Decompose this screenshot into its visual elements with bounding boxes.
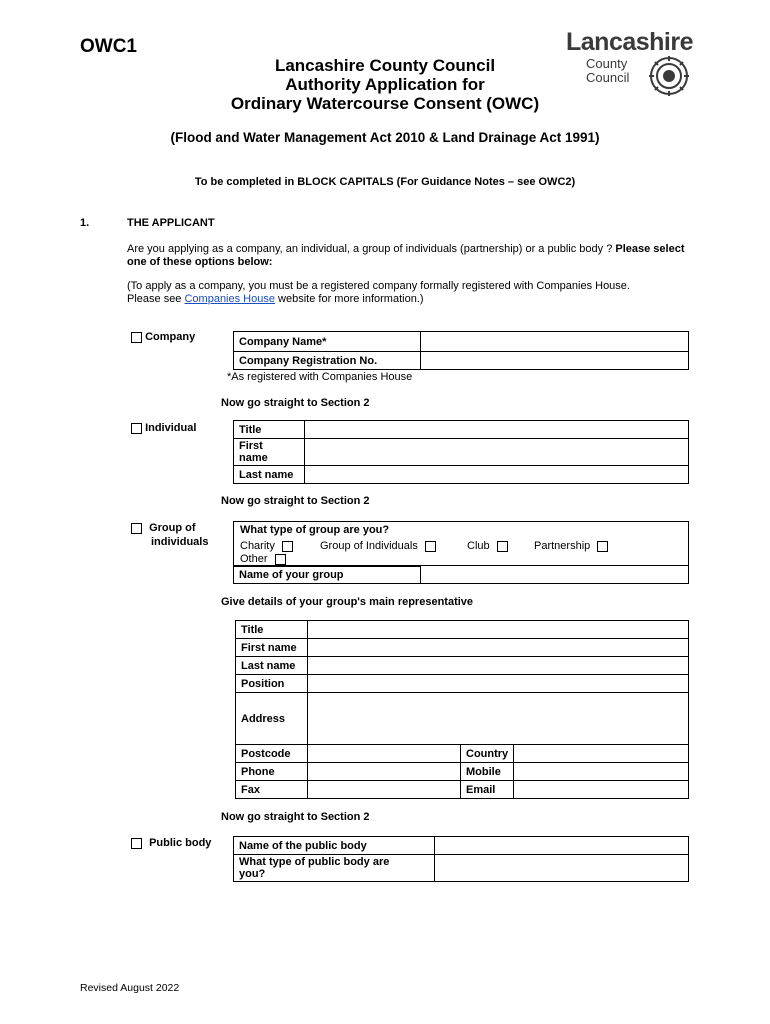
rep-country-label: Country (461, 745, 514, 763)
question-instruction: Please select one of these options below: (127, 243, 685, 268)
company-info (127, 280, 692, 306)
group-rep-heading: Give details of your group's main representative (221, 596, 474, 608)
rep-address-label: Address (236, 693, 308, 745)
group-checkbox[interactable] (131, 523, 142, 534)
rep-country-input[interactable] (514, 745, 689, 763)
group-goto: Now go straight to Section 2 (221, 811, 370, 823)
company-name-input[interactable] (421, 332, 689, 352)
public-body-type-label-2: you? (239, 868, 266, 880)
section-heading: THE APPLICANT (127, 217, 215, 229)
individual-first-label-1: First (239, 440, 263, 452)
group-type-question: What type of group are you? (240, 524, 390, 536)
group-type-individuals-label: Group of Individuals (320, 540, 418, 552)
individual-last-label: Last name (234, 466, 305, 484)
group-name-input[interactable] (421, 566, 689, 584)
company-info-line2 (127, 293, 692, 306)
individual-title-label: Title (234, 421, 305, 439)
company-info-suffix: website for more information.) (274, 293, 424, 305)
subtitle: (Flood and Water Management Act 2010 & Land Drainage Act 1991) (170, 130, 600, 145)
public-body-type-label-1: What type of public body are (239, 856, 390, 868)
charity-checkbox[interactable] (282, 541, 293, 552)
public-body-name-input[interactable] (435, 837, 689, 855)
red-rose-emblem-icon (648, 55, 690, 97)
question-text: Are you applying as a company, an individual, a group of individuals (partnership) or a public body ? (127, 243, 613, 255)
public-body-checkbox[interactable] (131, 838, 142, 849)
rep-email-input[interactable] (514, 781, 689, 799)
rep-position-label: Position (236, 675, 308, 693)
company-reg-input[interactable] (421, 352, 689, 370)
group-type-charity-label: Charity (240, 540, 275, 552)
rep-fax-input[interactable] (308, 781, 461, 799)
group-type-other-label: Other (240, 553, 268, 565)
group-name-table (233, 565, 689, 584)
group-type-partnership-label: Partnership (534, 540, 591, 552)
rep-phone-label: Phone (236, 763, 308, 781)
applicant-question (127, 243, 692, 269)
logo-line1: County (586, 56, 628, 71)
public-body-name-label: Name of the public body (234, 837, 435, 855)
club-checkbox[interactable] (497, 541, 508, 552)
rep-fax-label: Fax (236, 781, 308, 799)
section-number: 1. (80, 217, 90, 229)
individual-table (233, 420, 689, 484)
company-option-label: Company (145, 331, 196, 343)
rep-mobile-input[interactable] (514, 763, 689, 781)
group-type-individuals (320, 540, 436, 552)
company-info-line1: (To apply as a company, you must be a registered company formally registered with Companies House. (127, 280, 630, 292)
group-type-club-label: Club (467, 540, 490, 552)
individual-checkbox[interactable] (131, 423, 142, 434)
rep-address-input[interactable] (308, 693, 689, 745)
individual-option (131, 422, 196, 434)
individual-first-label (234, 439, 305, 466)
rep-position-input[interactable] (308, 675, 689, 693)
footer-revision: Revised August 2022 (80, 982, 180, 994)
company-table (233, 331, 689, 370)
individual-title-input[interactable] (305, 421, 689, 439)
company-checkbox[interactable] (131, 332, 142, 343)
rep-title-input[interactable] (308, 621, 689, 639)
company-option (131, 331, 195, 343)
individual-option-label: Individual (145, 422, 197, 434)
rep-last-label: Last name (236, 657, 308, 675)
logo-wordmark: Lancashire (566, 28, 694, 56)
logo-line2: Council (586, 70, 630, 85)
group-option-label-2: individuals (151, 536, 209, 548)
companies-house-link[interactable]: Companies House (184, 293, 275, 305)
company-footnote: *As registered with Companies House (227, 371, 413, 383)
individual-last-input[interactable] (305, 466, 689, 484)
individual-first-input[interactable] (305, 439, 689, 466)
page-title (150, 56, 620, 113)
public-body-type-input[interactable] (435, 855, 689, 882)
group-type-box (233, 521, 689, 567)
title-line-1: Lancashire County Council (274, 56, 496, 75)
public-body-type-label (234, 855, 435, 882)
group-type-charity (240, 540, 293, 552)
company-goto: Now go straight to Section 2 (221, 397, 370, 409)
group-name-label: Name of your group (234, 566, 421, 584)
company-info-prefix: Please see (127, 293, 185, 305)
group-option-label-1: Group of (149, 522, 196, 534)
group-type-club (467, 540, 508, 552)
group-option (131, 521, 208, 549)
group-option-line1 (131, 521, 208, 535)
title-line-2: Authority Application for (285, 75, 485, 94)
individual-first-label-2: name (239, 452, 268, 464)
public-body-table (233, 836, 689, 882)
rep-postcode-input[interactable] (308, 745, 461, 763)
rep-last-input[interactable] (308, 657, 689, 675)
company-reg-label: Company Registration No. (234, 352, 421, 370)
other-checkbox[interactable] (275, 554, 286, 565)
rep-email-label: Email (461, 781, 514, 799)
rep-first-input[interactable] (308, 639, 689, 657)
group-rep-table (235, 620, 689, 799)
title-line-3: Ordinary Watercourse Consent (OWC) (230, 94, 540, 113)
rep-mobile-label: Mobile (461, 763, 514, 781)
company-name-label: Company Name* (234, 332, 421, 352)
individual-goto: Now go straight to Section 2 (221, 495, 370, 507)
rep-first-label: First name (236, 639, 308, 657)
rep-title-label: Title (236, 621, 308, 639)
document-code: OWC1 (80, 36, 137, 57)
partnership-checkbox[interactable] (597, 541, 608, 552)
rep-postcode-label: Postcode (236, 745, 308, 763)
group-of-individuals-checkbox[interactable] (425, 541, 436, 552)
public-body-option-label: Public body (149, 837, 212, 849)
group-type-partnership (534, 540, 608, 552)
instruction: To be completed in BLOCK CAPITALS (For Guidance Notes – see OWC2) (194, 176, 576, 188)
group-type-other (240, 553, 286, 565)
public-body-option (131, 837, 211, 849)
rep-phone-input[interactable] (308, 763, 461, 781)
